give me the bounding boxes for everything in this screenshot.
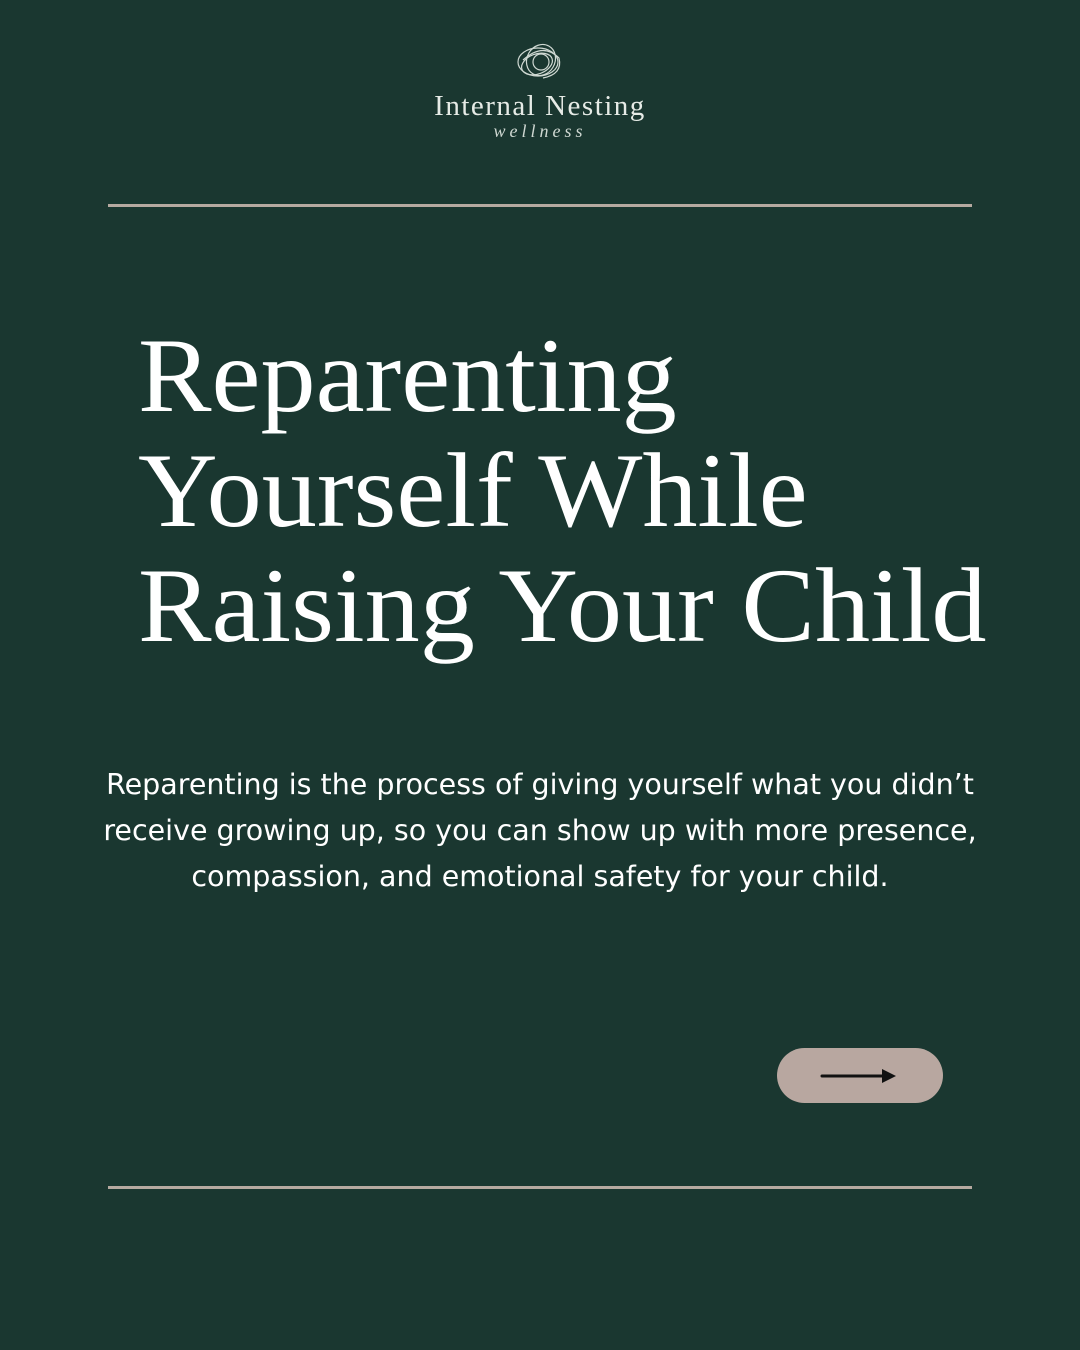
title-line: Raising Your Child [138,547,987,664]
scribble-nest-icon [513,40,567,84]
body-text: Reparenting is the process of giving yourself what you didn’t receive growing up, so you can show up with more presence, compassion, and emotional safety for your child. [103,768,977,893]
brand-subtitle: wellness [493,121,587,141]
brand-name: Internal Nesting [434,90,646,122]
arrow-right-icon [820,1066,900,1086]
logo [0,40,1080,142]
title-line: Yourself While [138,432,808,549]
top-divider [108,204,972,207]
title-line: Reparenting [138,317,677,434]
next-button[interactable] [777,1048,943,1103]
bottom-divider [108,1186,972,1189]
page-title [138,317,987,664]
